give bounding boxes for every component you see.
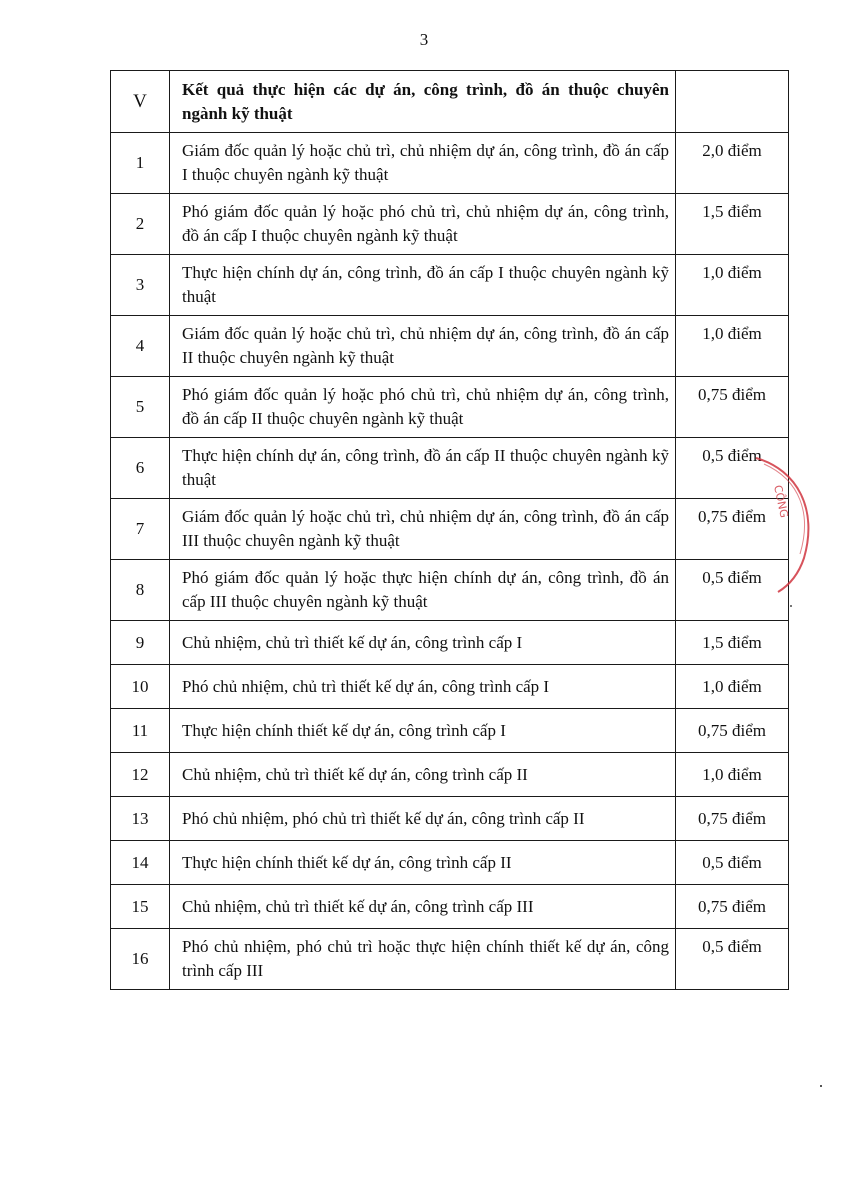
row-content: Phó chủ nhiệm, phó chủ trì hoặc thực hiện chính thiết kế dự án, công trình cấp III: [170, 929, 676, 990]
row-number: 6: [111, 438, 170, 499]
table-row: [111, 499, 789, 560]
row-content: Giám đốc quản lý hoặc chủ trì, chủ nhiệm dự án, công trình, đồ án cấp I thuộc chuyên ngành kỹ thuật: [170, 133, 676, 194]
table-row: [111, 621, 789, 665]
section-score: [676, 71, 789, 133]
row-score: 1,0 điểm: [676, 255, 789, 316]
svg-text:CÔNG: CÔNG: [771, 483, 791, 519]
table-row: [111, 438, 789, 499]
section-header-row: [111, 71, 789, 133]
table-row: [111, 665, 789, 709]
section-title: Kết quả thực hiện các dự án, công trình, đồ án thuộc chuyên ngành kỹ thuật: [170, 71, 676, 133]
row-score: 0,75 điểm: [676, 797, 789, 841]
criteria-table: [110, 70, 789, 990]
row-score: 2,0 điểm: [676, 133, 789, 194]
row-content: Chủ nhiệm, chủ trì thiết kế dự án, công trình cấp III: [170, 885, 676, 929]
row-content: Chủ nhiệm, chủ trì thiết kế dự án, công trình cấp I: [170, 621, 676, 665]
row-score: 0,75 điểm: [676, 709, 789, 753]
row-score: 0,75 điểm: [676, 377, 789, 438]
row-score: 0,5 điểm: [676, 560, 789, 621]
section-roman-numeral: V: [111, 71, 170, 133]
row-score: 1,0 điểm: [676, 665, 789, 709]
row-score: 0,5 điểm: [676, 929, 789, 990]
row-score: 1,0 điểm: [676, 753, 789, 797]
row-content: Thực hiện chính dự án, công trình, đồ án cấp I thuộc chuyên ngành kỹ thuật: [170, 255, 676, 316]
row-number: 11: [111, 709, 170, 753]
row-number: 10: [111, 665, 170, 709]
row-number: 14: [111, 841, 170, 885]
row-number: 4: [111, 316, 170, 377]
table-row: [111, 133, 789, 194]
table-row: [111, 709, 789, 753]
row-number: 9: [111, 621, 170, 665]
row-score: 0,75 điểm: [676, 499, 789, 560]
row-number: 15: [111, 885, 170, 929]
page-number: 3: [419, 30, 429, 49]
row-content: Thực hiện chính thiết kế dự án, công trình cấp II: [170, 841, 676, 885]
scan-dot: [820, 1085, 822, 1087]
row-number: 2: [111, 194, 170, 255]
row-content: Chủ nhiệm, chủ trì thiết kế dự án, công trình cấp II: [170, 753, 676, 797]
row-content: Phó giám đốc quản lý hoặc phó chủ trì, chủ nhiệm dự án, công trình, đồ án cấp I thuộc chuyên ngành kỹ thuật: [170, 194, 676, 255]
row-number: 3: [111, 255, 170, 316]
row-score: 0,75 điểm: [676, 885, 789, 929]
table-row: [111, 255, 789, 316]
row-content: Phó giám đốc quản lý hoặc phó chủ trì, chủ nhiệm dự án, công trình, đồ án cấp II thuộc chuyên ngành kỹ thuật: [170, 377, 676, 438]
table-row: [111, 753, 789, 797]
row-content: Phó chủ nhiệm, chủ trì thiết kế dự án, công trình cấp I: [170, 665, 676, 709]
row-score: 1,5 điểm: [676, 621, 789, 665]
table-row: [111, 885, 789, 929]
row-content: Thực hiện chính dự án, công trình, đồ án cấp II thuộc chuyên ngành kỹ thuật: [170, 438, 676, 499]
row-number: 12: [111, 753, 170, 797]
table-row: [111, 316, 789, 377]
table-row: [111, 194, 789, 255]
row-number: 7: [111, 499, 170, 560]
row-score: 0,5 điểm: [676, 841, 789, 885]
row-number: 1: [111, 133, 170, 194]
row-content: Giám đốc quản lý hoặc chủ trì, chủ nhiệm dự án, công trình, đồ án cấp III thuộc chuyên ngành kỹ thuật: [170, 499, 676, 560]
table-row: [111, 797, 789, 841]
table-row: [111, 377, 789, 438]
table-row: [111, 841, 789, 885]
row-content: Phó giám đốc quản lý hoặc thực hiện chính dự án, công trình, đồ án cấp III thuộc chuyên ngành kỹ thuật: [170, 560, 676, 621]
row-content: Phó chủ nhiệm, phó chủ trì thiết kế dự án, công trình cấp II: [170, 797, 676, 841]
row-score: 1,0 điểm: [676, 316, 789, 377]
row-number: 16: [111, 929, 170, 990]
row-content: Giám đốc quản lý hoặc chủ trì, chủ nhiệm dự án, công trình, đồ án cấp II thuộc chuyên ngành kỹ thuật: [170, 316, 676, 377]
row-number: 13: [111, 797, 170, 841]
scan-dot: [790, 605, 792, 607]
row-score: 1,5 điểm: [676, 194, 789, 255]
row-content: Thực hiện chính thiết kế dự án, công trình cấp I: [170, 709, 676, 753]
row-number: 8: [111, 560, 170, 621]
table-row: [111, 929, 789, 990]
row-score: 0,5 điểm: [676, 438, 789, 499]
row-number: 5: [111, 377, 170, 438]
table-row: [111, 560, 789, 621]
